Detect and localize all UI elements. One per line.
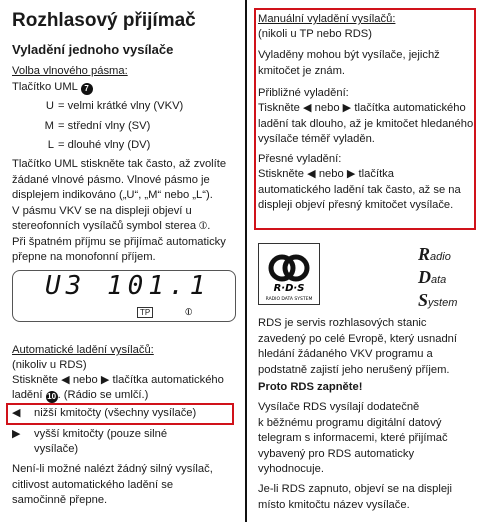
rds-word-cap: S (418, 290, 429, 310)
radio-display (12, 270, 236, 322)
rds-on-paragraph (258, 400, 474, 478)
rds-logo-caption: RADIO DATA SYSTEM (265, 297, 313, 302)
auto-line: Stiskněte ◀ nebo ▶ tlačítka automatického (12, 374, 224, 386)
band-value: = dlouhé vlny (DV) (58, 139, 151, 151)
paragraph-line: samočinně přepne. (12, 494, 108, 506)
paragraph-line: podstatně zajistí jeho nerušený příjem. (258, 363, 450, 376)
rds-word-cap: D (418, 267, 431, 287)
left-arrow-icon: ◀ (12, 407, 21, 419)
rds-word (418, 290, 457, 313)
paragraph-line: displeji objeví přesný kmitočet vysílače. (258, 199, 454, 211)
manual-paragraph (258, 48, 474, 79)
band-key: M (44, 120, 54, 132)
right-arrow-icon: ▶ (12, 428, 21, 440)
rds-word-rest: ata (431, 274, 447, 286)
manual-heading: Manuální vyladění vysílačů: (258, 13, 396, 25)
rds-logo-text: R·D·S (273, 283, 305, 294)
band-paragraph (12, 157, 236, 266)
tp-indicator: TP (137, 307, 153, 318)
list-item-text: vysílače) (34, 443, 79, 455)
paragraph-line: vysílače téměř vyladěn. (258, 133, 375, 145)
band-key: L (47, 139, 54, 151)
paragraph-line: zavedený po celé Evropě, který usnadní (258, 332, 458, 345)
paragraph-line: Při špatném příjmu se přijímač automaticky (12, 235, 226, 248)
paragraph-line: Stiskněte ◀ nebo ▶ tlačítka (258, 168, 394, 180)
rds-acronym (418, 244, 457, 313)
auto-line-text: ladění (12, 389, 43, 401)
rds-word-rest: ystem (428, 297, 458, 309)
rds-word (418, 244, 457, 267)
auto-line-with-badge (12, 388, 236, 404)
paragraph-line: Vysílače RDS vysílají dodatečně (258, 401, 420, 413)
paragraph-line: telegram s informacemi, které přijímač (258, 432, 448, 444)
rds-paragraph (258, 316, 474, 378)
rds-last-paragraph (258, 482, 474, 513)
rds-word-rest: adio (430, 251, 451, 263)
paragraph-line: kmitočet je znám. (258, 64, 346, 77)
paragraph-line: žádané vlnové pásmo. Vlnové pásmo je (12, 173, 210, 186)
page-title: Rozhlasový přijímač (12, 10, 196, 31)
uml-button-text: Tlačítko UML (12, 81, 78, 93)
paragraph-line: Tlačítko UML stiskněte tak často, až zvolíte (12, 158, 227, 170)
column-divider (245, 0, 247, 522)
paragraph-line: Je-li RDS zapnuto, objeví se na displeji (258, 483, 453, 495)
paragraph-line: přepne na monofonní příjem. (12, 251, 156, 263)
coarse-heading: Přibližné vyladění: (258, 87, 349, 99)
band-heading: Volba vlnového pásma: (12, 65, 128, 77)
paragraph-line: Není-li možné nalézt žádný silný vysílač, (12, 463, 213, 475)
paragraph-line: místo kmitočtu název vysílače. (258, 498, 410, 511)
band-value: = velmi krátké vlny (VKV) (58, 100, 184, 112)
paragraph-line: vybavený pro RDS automaticky (258, 447, 415, 460)
auto-badge: 10 (47, 392, 57, 401)
rds-on-heading: Proto RDS zapněte! (258, 381, 363, 393)
paragraph-line: citlivost automatického ladění se (12, 478, 174, 491)
rds-word (418, 267, 457, 290)
uml-badge: 7 (81, 83, 93, 95)
paragraph-line: k běžnému programu digitální datový (258, 416, 442, 429)
band-key: U (45, 100, 54, 112)
rds-word-cap: R (418, 244, 431, 264)
uml-button-label (12, 80, 236, 96)
coarse-paragraph (258, 101, 474, 148)
display-frequency: U3 101.1 (45, 271, 211, 301)
section-title: Vyladění jednoho vysílače (12, 42, 174, 57)
list-item-text: vyšší kmitočty (pouze silné (34, 428, 168, 440)
paragraph-line: automatického ladění tak často, až se na (258, 183, 461, 196)
paragraph-line: ladění tak dlouho, až je kmitočet hledaného (258, 117, 474, 130)
paragraph-line: stereofonních vysílačů symbol sterea ⦶. (12, 220, 211, 232)
rds-logo-icon (259, 244, 319, 304)
auto-line-tail: . (Rádio se umlčí.) (57, 389, 149, 401)
paragraph-line: Vyladěny mohou být vysílače, jejichž (258, 49, 440, 61)
stereo-icon: ⦶ (185, 307, 193, 318)
manual-note: (nikoli u TP nebo RDS) (258, 28, 372, 40)
rds-logo (258, 243, 320, 305)
paragraph-line: vyhodnocuje. (258, 463, 324, 475)
auto-note: (nikoliv u RDS) (12, 359, 87, 371)
band-value: = střední vlny (SV) (58, 120, 151, 132)
closing-paragraph (12, 462, 236, 509)
paragraph-line: Tiskněte ◀ nebo ▶ tlačítka automatického (258, 102, 466, 114)
paragraph-line: hledání žádaného VKV programu a (258, 348, 433, 360)
paragraph-line: RDS je servis rozhlasových stanic (258, 317, 427, 329)
auto-heading: Automatické ladění vysílačů: (12, 344, 154, 356)
fine-heading: Přesné vyladění: (258, 153, 342, 165)
list-item-text: nižší kmitočty (všechny vysílače) (34, 407, 197, 419)
paragraph-line: displejem indikováno („U“, „M“ nebo „L“). (12, 189, 213, 201)
paragraph-line: V pásmu VKV se na displeji objeví u (12, 204, 192, 217)
fine-paragraph (258, 167, 474, 214)
